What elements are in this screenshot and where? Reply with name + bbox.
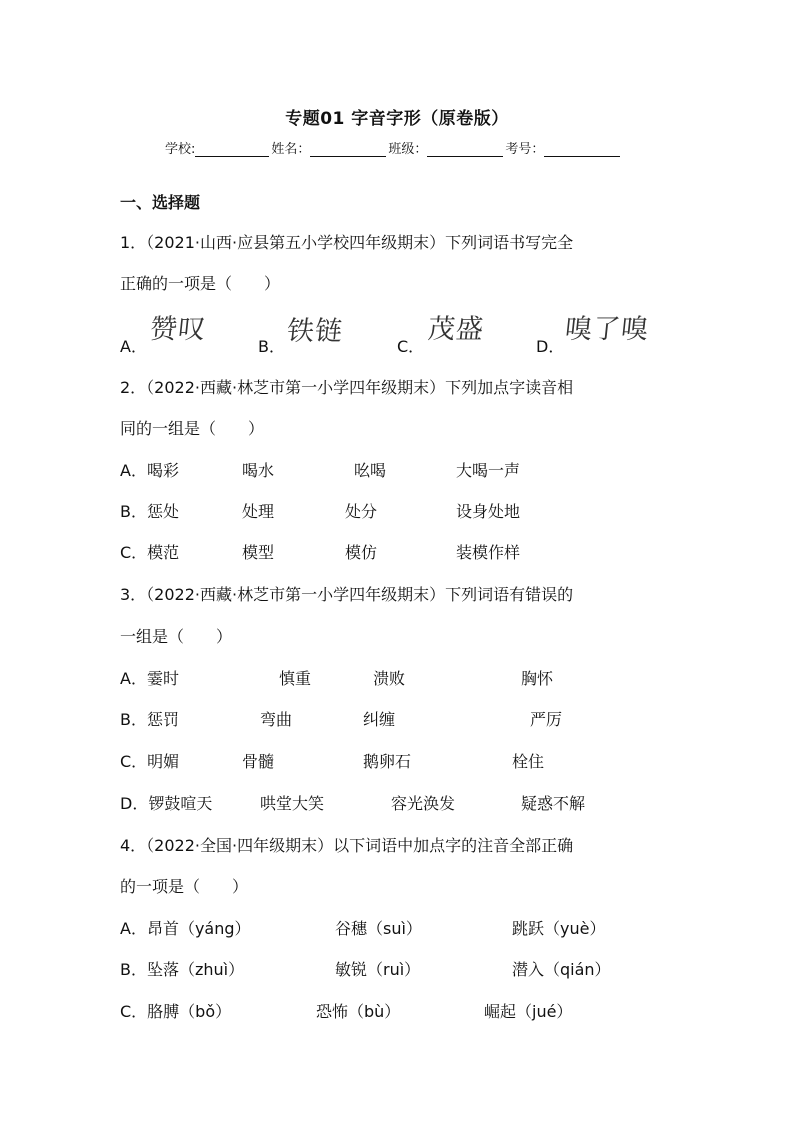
q3-row-c-word-4: 栓住 xyxy=(512,752,545,771)
q3-row-a-word-4: 胸怀 xyxy=(521,669,554,688)
q4-row-a-word-2: 谷穗（suì） xyxy=(335,919,422,938)
name-field[interactable] xyxy=(310,142,386,157)
number-label: 考号： xyxy=(505,142,545,157)
q2-row-a-word-2: 喝水 xyxy=(242,461,275,480)
q2-row-c-word-4: 装模作样 xyxy=(456,543,521,562)
q4-row-a-word-3: 跳跃（yuè） xyxy=(512,919,606,938)
q4-row-b-word-2: 敏锐（ruì） xyxy=(335,960,421,979)
q3-row-d-word-4: 疑惑不解 xyxy=(521,794,586,813)
q3-row-c-label: C．明媚 xyxy=(120,752,180,771)
q2-row-b-label: B．惩处 xyxy=(120,502,179,521)
number-field[interactable] xyxy=(544,142,620,157)
q3-row-b-word-3: 纠缠 xyxy=(363,710,396,729)
question-1-line-2: 正确的一项是（ ） xyxy=(120,274,281,293)
q2-row-b-word-4: 设身处地 xyxy=(456,502,521,521)
q1-option-c-letter: C． xyxy=(397,337,425,356)
q3-row-b-word-4: 严厉 xyxy=(530,710,563,729)
q1-option-b-handwriting: 铁链 xyxy=(285,316,345,347)
question-1-line-1: 1．（2021·山西·应县第五小学校四年级期末）下列词语书写完全 xyxy=(120,233,574,252)
class-label: 班级： xyxy=(388,142,428,157)
question-2-line-1: 2．（2022·西藏·林芝市第一小学四年级期末）下列加点字读音相 xyxy=(120,378,574,397)
q2-row-b-word-2: 处理 xyxy=(242,502,275,521)
q4-row-c-word-2: 恐怖（bù） xyxy=(316,1002,401,1021)
question-3-line-2: 一组是（ ） xyxy=(120,627,233,646)
q4-row-a-label: A．昂首（yáng） xyxy=(120,919,251,938)
q3-row-b-label: B．惩罚 xyxy=(120,710,179,729)
q1-option-a-handwriting: 赞叹 xyxy=(148,314,208,345)
name-label: 姓名： xyxy=(271,142,311,157)
q4-row-b-label: B．坠落（zhuì） xyxy=(120,960,245,979)
q4-row-c-word-3: 崛起（jué） xyxy=(484,1002,573,1021)
q3-row-a-label: A．霎时 xyxy=(120,669,179,688)
school-field[interactable] xyxy=(195,142,269,157)
q3-row-d-word-3: 容光涣发 xyxy=(391,794,456,813)
q3-row-c-word-3: 鹅卵石 xyxy=(363,752,412,771)
question-4-line-1: 4．（2022·全国·四年级期末）以下词语中加点字的注音全部正确 xyxy=(120,836,574,855)
page-title: 专题01 字音字形（原卷版） xyxy=(285,109,509,129)
q2-row-c-label: C．模范 xyxy=(120,543,180,562)
student-info-row xyxy=(165,138,622,157)
q1-option-d-letter: D． xyxy=(536,337,565,356)
school-label: 学校: xyxy=(165,142,196,157)
q2-row-a-word-3: 吆喝 xyxy=(354,461,387,480)
q3-row-a-word-3: 溃败 xyxy=(373,669,406,688)
q2-row-c-word-3: 模仿 xyxy=(345,543,378,562)
q1-option-d-handwriting: 嗅了嗅 xyxy=(563,314,651,345)
q3-row-d-word-2: 哄堂大笑 xyxy=(260,794,325,813)
class-field[interactable] xyxy=(427,142,503,157)
section-title: 一、选择题 xyxy=(120,193,201,212)
q1-option-b-letter: B． xyxy=(258,337,285,356)
q1-option-c-handwriting: 茂盛 xyxy=(426,314,486,345)
q2-row-a-label: A．喝彩 xyxy=(120,461,179,480)
q2-row-b-word-3: 处分 xyxy=(345,502,378,521)
q2-row-c-word-2: 模型 xyxy=(242,543,275,562)
question-3-line-1: 3．（2022·西藏·林芝市第一小学四年级期末）下列词语有错误的 xyxy=(120,585,574,604)
question-2-line-2: 同的一组是（ ） xyxy=(120,419,265,438)
q4-row-b-word-3: 潜入（qián） xyxy=(512,960,611,979)
q3-row-d-label: D．锣鼓喧天 xyxy=(120,794,213,813)
q4-row-c-label: C．胳膊（bǒ） xyxy=(120,1002,232,1021)
q2-row-a-word-4: 大喝一声 xyxy=(456,461,521,480)
q3-row-a-word-2: 慎重 xyxy=(279,669,312,688)
q3-row-c-word-2: 骨髓 xyxy=(242,752,275,771)
question-4-line-2: 的一项是（ ） xyxy=(120,877,249,896)
q3-row-b-word-2: 弯曲 xyxy=(260,710,293,729)
q1-option-a-letter: A． xyxy=(120,337,147,356)
